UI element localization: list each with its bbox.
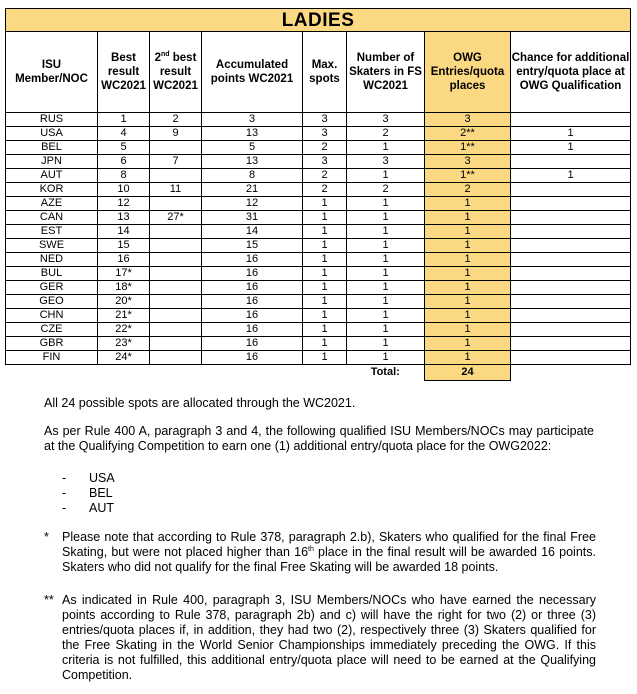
header-second-text: best result WC2021 xyxy=(153,52,198,92)
cell-best: 20* xyxy=(98,295,150,309)
cell-second: 2 xyxy=(150,113,202,127)
header-noc: ISU Member/NOC xyxy=(6,32,98,113)
cell-second xyxy=(150,309,202,323)
table-row xyxy=(6,253,631,267)
cell-best: 23* xyxy=(98,337,150,351)
table-row xyxy=(6,141,631,155)
header-skaters: Number of Skaters in FS WC2021 xyxy=(347,32,425,113)
footnote-single-star: * Please note that according to Rule 378, paragraph 2.b), Skaters who qualified for the final Free Skating, but were not placed higher than 16th place in the final result will be awarded 16 points. Skaters who did not qualify for the final Free Skating will be awarded 18 points. xyxy=(44,530,596,574)
cell-best: 14 xyxy=(98,225,150,239)
cell-points: 31 xyxy=(202,211,303,225)
cell-spots: 3 xyxy=(303,113,347,127)
cell-chance xyxy=(511,155,631,169)
header-second-sup: nd xyxy=(160,51,170,59)
cell-spots: 1 xyxy=(303,337,347,351)
table-row xyxy=(6,225,631,239)
cell-second: 9 xyxy=(150,127,202,141)
cell-owg: 1 xyxy=(425,281,511,295)
header-chance: Chance for additional entry/quota place at OWG Qualification xyxy=(511,32,631,113)
cell-noc: CAN xyxy=(6,211,98,225)
cell-owg: 1 xyxy=(425,351,511,365)
cell-chance xyxy=(511,281,631,295)
cell-owg: 1 xyxy=(425,197,511,211)
table-row xyxy=(6,281,631,295)
cell-spots: 1 xyxy=(303,267,347,281)
cell-best: 5 xyxy=(98,141,150,155)
table-row xyxy=(6,337,631,351)
cell-points: 16 xyxy=(202,267,303,281)
cell-chance xyxy=(511,351,631,365)
cell-second xyxy=(150,351,202,365)
cell-second xyxy=(150,323,202,337)
cell-noc: AZE xyxy=(6,197,98,211)
cell-points: 8 xyxy=(202,169,303,183)
cell-noc: FIN xyxy=(6,351,98,365)
list-item: - BEL xyxy=(62,486,113,500)
cell-skaters: 3 xyxy=(347,113,425,127)
header-max-spots: Max. spots xyxy=(303,32,347,113)
cell-chance xyxy=(511,225,631,239)
cell-best: 22* xyxy=(98,323,150,337)
cell-best: 21* xyxy=(98,309,150,323)
cell-chance xyxy=(511,253,631,267)
cell-noc: KOR xyxy=(6,183,98,197)
cell-skaters: 1 xyxy=(347,295,425,309)
cell-spots: 2 xyxy=(303,169,347,183)
cell-points: 16 xyxy=(202,351,303,365)
cell-noc: USA xyxy=(6,127,98,141)
cell-chance xyxy=(511,183,631,197)
qualification-table xyxy=(5,8,631,381)
cell-noc: RUS xyxy=(6,113,98,127)
cell-spots: 2 xyxy=(303,141,347,155)
cell-points: 13 xyxy=(202,127,303,141)
cell-points: 16 xyxy=(202,295,303,309)
header-points: Accumulated points WC2021 xyxy=(202,32,303,113)
cell-second: 11 xyxy=(150,183,202,197)
cell-noc: GEO xyxy=(6,295,98,309)
cell-best: 18* xyxy=(98,281,150,295)
cell-best: 10 xyxy=(98,183,150,197)
cell-owg: 1 xyxy=(425,323,511,337)
cell-spots: 1 xyxy=(303,197,347,211)
cell-owg: 1** xyxy=(425,141,511,155)
cell-best: 24* xyxy=(98,351,150,365)
cell-noc: EST xyxy=(6,225,98,239)
cell-second xyxy=(150,253,202,267)
cell-skaters: 1 xyxy=(347,169,425,183)
cell-spots: 1 xyxy=(303,351,347,365)
cell-owg: 1 xyxy=(425,225,511,239)
cell-noc: GER xyxy=(6,281,98,295)
cell-points: 16 xyxy=(202,253,303,267)
cell-spots: 1 xyxy=(303,225,347,239)
cell-chance xyxy=(511,197,631,211)
cell-skaters: 1 xyxy=(347,281,425,295)
footnote-marker: * xyxy=(44,530,49,544)
cell-chance: 1 xyxy=(511,169,631,183)
cell-second xyxy=(150,225,202,239)
table-title: LADIES xyxy=(6,9,631,32)
table-body xyxy=(6,113,631,365)
cell-second xyxy=(150,239,202,253)
table-row xyxy=(6,267,631,281)
qualified-noc-list xyxy=(62,471,115,516)
cell-points: 16 xyxy=(202,281,303,295)
header-owg-entries: OWG Entries/quota places xyxy=(425,32,511,113)
cell-points: 14 xyxy=(202,225,303,239)
total-label: Total: xyxy=(370,366,400,379)
table-row xyxy=(6,295,631,309)
cell-spots: 2 xyxy=(303,183,347,197)
cell-best: 6 xyxy=(98,155,150,169)
cell-noc: GBR xyxy=(6,337,98,351)
cell-spots: 1 xyxy=(303,309,347,323)
cell-chance xyxy=(511,323,631,337)
cell-second xyxy=(150,295,202,309)
allocation-note: All 24 possible spots are allocated through the WC2021. xyxy=(44,396,356,410)
cell-skaters: 1 xyxy=(347,337,425,351)
cell-best: 15 xyxy=(98,239,150,253)
cell-noc: BUL xyxy=(6,267,98,281)
cell-skaters: 1 xyxy=(347,323,425,337)
cell-best: 13 xyxy=(98,211,150,225)
cell-skaters: 1 xyxy=(347,225,425,239)
cell-owg: 1 xyxy=(425,253,511,267)
list-item: - USA xyxy=(62,471,115,485)
cell-second xyxy=(150,141,202,155)
cell-chance xyxy=(511,295,631,309)
cell-noc: CZE xyxy=(6,323,98,337)
table-row xyxy=(6,127,631,141)
table-row xyxy=(6,351,631,365)
cell-noc: AUT xyxy=(6,169,98,183)
cell-points: 12 xyxy=(202,197,303,211)
table-row xyxy=(6,197,631,211)
cell-best: 12 xyxy=(98,197,150,211)
cell-best: 8 xyxy=(98,169,150,183)
cell-spots: 1 xyxy=(303,253,347,267)
cell-second xyxy=(150,337,202,351)
cell-owg: 2 xyxy=(425,183,511,197)
cell-skaters: 3 xyxy=(347,155,425,169)
cell-skaters: 1 xyxy=(347,141,425,155)
cell-spots: 1 xyxy=(303,281,347,295)
cell-chance xyxy=(511,211,631,225)
cell-skaters: 2 xyxy=(347,127,425,141)
cell-best: 17* xyxy=(98,267,150,281)
cell-best: 1 xyxy=(98,113,150,127)
cell-skaters: 1 xyxy=(347,253,425,267)
cell-spots: 1 xyxy=(303,211,347,225)
cell-skaters: 1 xyxy=(347,239,425,253)
cell-second xyxy=(150,267,202,281)
cell-skaters: 1 xyxy=(347,309,425,323)
cell-noc: JPN xyxy=(6,155,98,169)
cell-chance: 1 xyxy=(511,127,631,141)
table-row xyxy=(6,169,631,183)
list-item: - AUT xyxy=(62,501,114,515)
cell-second xyxy=(150,169,202,183)
cell-owg: 2** xyxy=(425,127,511,141)
cell-owg: 1 xyxy=(425,309,511,323)
cell-owg: 1 xyxy=(425,337,511,351)
cell-owg: 1 xyxy=(425,267,511,281)
cell-chance xyxy=(511,337,631,351)
cell-points: 3 xyxy=(202,113,303,127)
cell-second xyxy=(150,281,202,295)
cell-owg: 1 xyxy=(425,295,511,309)
cell-owg: 1 xyxy=(425,211,511,225)
cell-points: 16 xyxy=(202,337,303,351)
cell-noc: NED xyxy=(6,253,98,267)
cell-points: 15 xyxy=(202,239,303,253)
cell-spots: 3 xyxy=(303,155,347,169)
cell-second: 27* xyxy=(150,211,202,225)
table-row xyxy=(6,239,631,253)
cell-second xyxy=(150,197,202,211)
cell-noc: SWE xyxy=(6,239,98,253)
qualifying-rule-paragraph: As per Rule 400 A, paragraph 3 and 4, the following qualified ISU Members/NOCs may participate at the Qualifying Competition to earn one (1) additional entry/quota place for the OWG2022: xyxy=(44,424,594,453)
cell-skaters: 1 xyxy=(347,267,425,281)
cell-owg: 3 xyxy=(425,113,511,127)
cell-spots: 1 xyxy=(303,239,347,253)
cell-chance xyxy=(511,113,631,127)
cell-chance xyxy=(511,309,631,323)
cell-skaters: 1 xyxy=(347,351,425,365)
table-row xyxy=(6,183,631,197)
cell-skaters: 1 xyxy=(347,211,425,225)
cell-points: 16 xyxy=(202,309,303,323)
cell-chance xyxy=(511,267,631,281)
cell-owg: 1** xyxy=(425,169,511,183)
cell-chance: 1 xyxy=(511,141,631,155)
header-second-best: 2nd best result WC2021 xyxy=(150,32,202,113)
cell-noc: CHN xyxy=(6,309,98,323)
footnote-marker: ** xyxy=(44,593,54,607)
cell-spots: 1 xyxy=(303,295,347,309)
table-row xyxy=(6,155,631,169)
cell-owg: 3 xyxy=(425,155,511,169)
cell-second: 7 xyxy=(150,155,202,169)
cell-points: 16 xyxy=(202,323,303,337)
cell-chance xyxy=(511,239,631,253)
cell-noc: BEL xyxy=(6,141,98,155)
table-row xyxy=(6,309,631,323)
header-best-result: Best result WC2021 xyxy=(98,32,150,113)
cell-skaters: 1 xyxy=(347,197,425,211)
cell-spots: 1 xyxy=(303,323,347,337)
cell-owg: 1 xyxy=(425,239,511,253)
table-row xyxy=(6,211,631,225)
cell-best: 4 xyxy=(98,127,150,141)
cell-points: 21 xyxy=(202,183,303,197)
table-row xyxy=(6,323,631,337)
cell-skaters: 2 xyxy=(347,183,425,197)
cell-spots: 3 xyxy=(303,127,347,141)
cell-best: 16 xyxy=(98,253,150,267)
total-value: 24 xyxy=(425,365,511,381)
cell-points: 13 xyxy=(202,155,303,169)
cell-points: 5 xyxy=(202,141,303,155)
footnote-double-star: ** As indicated in Rule 400, paragraph 3, ISU Members/NOCs who have earned the necessary points according to Rule 378, paragraph 2b) and c) will have the right for two (2) or three (3) entries/quota places if, in addition, they had two (2), respectively three (3) Skaters qualified for the Free Skating in the World Senior Championships immediately preceding the OWG. If this criteria is not fulfilled, this additional entry/quota place will need to be earned at the Qualifying Competition. xyxy=(44,593,596,682)
table-row xyxy=(6,113,631,127)
